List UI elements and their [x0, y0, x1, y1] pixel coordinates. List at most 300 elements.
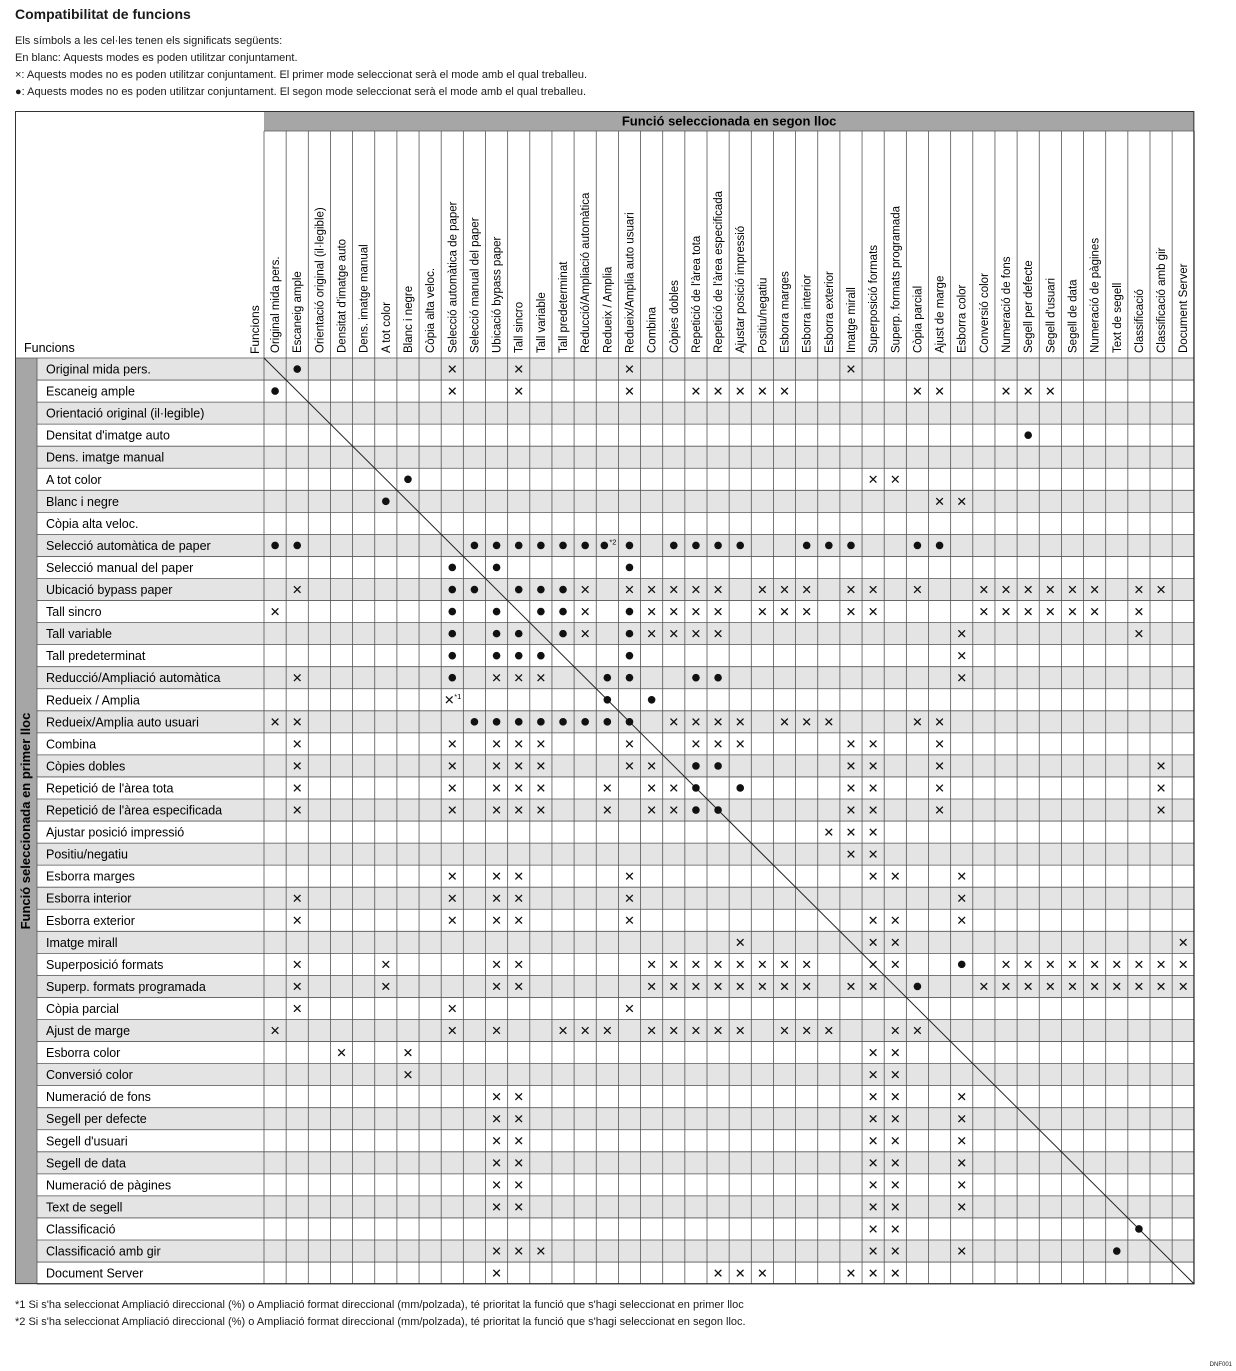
cell-symbol-dot — [847, 542, 855, 550]
cell-symbol-dot — [604, 696, 612, 704]
cell-symbol-cross — [1158, 961, 1165, 968]
cell-symbol-cross — [892, 961, 899, 968]
cell-symbol-dot — [448, 608, 456, 616]
col-header-label: Selecció automàtica de paper — [447, 201, 460, 353]
cell-symbol-dot — [914, 983, 922, 991]
cell-symbol-cross — [1047, 388, 1054, 395]
col-header-label: Esborra interior — [801, 274, 814, 353]
row-label: Segell d'usuari — [46, 1134, 128, 1149]
legend-cross: ×: Aquests modes no es poden utilitzar conjuntament. El primer mode seleccionat serà el mode amb el qual treballeu. — [15, 69, 588, 81]
cell-symbol-dot — [626, 630, 634, 638]
row-label: Tall variable — [46, 627, 113, 642]
cell-symbol-cross — [892, 873, 899, 880]
cell-symbol-cross — [294, 961, 301, 968]
cell-symbol-cross — [1091, 961, 1098, 968]
cell-symbol-cross — [870, 1137, 877, 1144]
cell-symbol-cross — [848, 785, 855, 792]
cell-symbol-cross — [958, 652, 965, 659]
row-label: Orientació original (il·legible) — [46, 406, 205, 421]
cell-symbol-dot — [714, 806, 722, 814]
cell-symbol-cross — [493, 1093, 500, 1100]
cell-symbol-cross — [737, 741, 744, 748]
cell-symbol-dot — [515, 542, 523, 550]
cell-symbol-dot — [493, 718, 501, 726]
col-header-label: Dens. imatge manual — [358, 244, 371, 353]
col-header-label: Ubicació bypass paper — [491, 236, 504, 353]
cell-symbol-dot — [626, 608, 634, 616]
row-stripe — [37, 446, 1194, 468]
cell-symbol-cross — [449, 388, 456, 395]
cell-symbol-cross — [1136, 608, 1143, 615]
row-stripe — [37, 1152, 1194, 1174]
cell-symbol-cross — [870, 1049, 877, 1056]
cell-symbol-cross — [449, 1005, 456, 1012]
cell-symbol-cross — [958, 1182, 965, 1189]
cell-symbol-dot — [714, 674, 722, 682]
cell-symbol-cross — [493, 1270, 500, 1277]
col-header-label: Redueix/Amplia auto usuari — [624, 212, 637, 353]
cell-symbol-cross — [870, 873, 877, 880]
cell-symbol-cross — [958, 873, 965, 880]
cell-symbol-cross — [405, 1049, 412, 1056]
cell-symbol-dot — [448, 586, 456, 594]
cell-symbol-cross — [781, 388, 788, 395]
row-label: Còpia parcial — [46, 1001, 119, 1016]
cell-symbol-dot — [626, 674, 634, 682]
cell-symbol-dot — [293, 542, 301, 550]
cell-symbol-cross — [582, 608, 589, 615]
cell-symbol-dot — [626, 564, 634, 572]
cell-symbol-cross — [892, 1049, 899, 1056]
row-label: Esborra interior — [46, 891, 132, 906]
col-header-label: Esborra exterior — [823, 271, 836, 353]
cell-symbol-cross — [670, 785, 677, 792]
cell-symbol-cross — [538, 785, 545, 792]
cell-symbol-dot — [515, 718, 523, 726]
row-label: Escaneig ample — [46, 384, 135, 399]
col-header-label: Còpia parcial — [912, 285, 925, 353]
footnotes — [15, 1297, 746, 1331]
cell-symbol-cross — [803, 608, 810, 615]
cell-symbol-dot — [1113, 1247, 1121, 1255]
cell-symbol-dot — [803, 542, 811, 550]
cell-symbol-dot — [714, 542, 722, 550]
col-header-label: Tall predeterminat — [558, 261, 571, 353]
cell-symbol-cross — [715, 961, 722, 968]
cell-symbol-dot — [604, 718, 612, 726]
col-header-label: Tall variable — [535, 292, 548, 353]
row-stripe — [37, 402, 1194, 424]
cell-symbol-dot — [493, 652, 501, 660]
cell-symbol-cross — [338, 1049, 345, 1056]
cell-symbol-cross — [1047, 608, 1054, 615]
row-stripe — [37, 1064, 1194, 1086]
cell-symbol-cross — [449, 917, 456, 924]
cell-symbol-cross — [493, 1182, 500, 1189]
col-header-label: Positiu/negatiu — [757, 277, 770, 353]
row-stripe — [37, 755, 1194, 777]
cell-symbol-cross — [737, 961, 744, 968]
cell-symbol-cross — [936, 785, 943, 792]
cell-symbol-dot — [692, 542, 700, 550]
cell-symbol-cross — [1003, 388, 1010, 395]
cell-symbol-dot — [714, 762, 722, 770]
cell-symbol-cross — [870, 1093, 877, 1100]
row-label: Original mida pers. — [46, 362, 151, 377]
cell-symbol-cross — [981, 608, 988, 615]
cell-symbol-dot — [448, 564, 456, 572]
col-header-label: Numeració de fons — [1001, 256, 1014, 353]
legend-blank: En blanc: Aquests modes es poden utilitzar conjuntament. — [15, 52, 298, 64]
cell-symbol-cross — [515, 1093, 522, 1100]
cell-symbol-cross — [1180, 961, 1187, 968]
row-label: Esborra exterior — [46, 913, 135, 928]
row-label: Esborra marges — [46, 869, 135, 884]
cell-symbol-cross — [870, 829, 877, 836]
cell-symbol-cross — [1091, 608, 1098, 615]
cell-symbol-dot — [936, 542, 944, 550]
cell-symbol-cross — [604, 785, 611, 792]
cell-symbol-dot — [648, 696, 656, 704]
cell-symbol-dot — [471, 718, 479, 726]
col-header-label: Blanc i negre — [402, 285, 415, 353]
row-stripe — [37, 931, 1194, 953]
cell-symbol-dot — [515, 586, 523, 594]
figure-code: DNF001 — [1209, 1362, 1232, 1368]
cell-symbol-cross — [648, 961, 655, 968]
cell-symbol-dot — [493, 608, 501, 616]
cell-symbol-dot — [293, 365, 301, 373]
cell-symbol-dot — [448, 630, 456, 638]
legend-dot: ●: Aquests modes no es poden utilitzar conjuntament. El segon mode seleccionat serà el mode amb el qual treballeu. — [15, 86, 587, 98]
cell-symbol-dot — [736, 784, 744, 792]
row-label: Reducció/Ampliació automàtica — [46, 671, 221, 686]
col-header-label: A tot color — [380, 301, 393, 353]
row-label: Densitat d'imatge auto — [46, 428, 170, 443]
row-label: Text de segell — [46, 1200, 123, 1215]
cell-symbol-cross — [1003, 608, 1010, 615]
cell-symbol-cross — [515, 1137, 522, 1144]
cell-symbol-cross — [1003, 961, 1010, 968]
footnote-2: *2 Si s'ha seleccionat Ampliació direccional (%) o Ampliació format direccional (mm/polzada), té prioritat la funció que s'hagi seleccionat en segon lloc. — [15, 1316, 746, 1328]
cell-symbol-dot — [670, 542, 678, 550]
cell-symbol-cross — [892, 1226, 899, 1233]
cell-symbol-dot — [493, 564, 501, 572]
cell-symbol-dot — [692, 674, 700, 682]
cell-symbol-cross — [493, 873, 500, 880]
cell-symbol-dot — [271, 387, 279, 395]
cell-symbol-dot — [471, 542, 479, 550]
cell-symbol-dot — [559, 630, 567, 638]
cell-symbol-cross — [892, 1270, 899, 1277]
cell-symbol-dot — [626, 542, 634, 550]
cell-symbol-cross — [446, 696, 453, 703]
cell-symbol-cross — [870, 1270, 877, 1277]
row-label: Positiu/negatiu — [46, 847, 129, 862]
cell-symbol-dot — [825, 542, 833, 550]
cell-symbol-cross — [1113, 961, 1120, 968]
cell-symbol-dot — [559, 542, 567, 550]
cell-symbol-dot — [537, 586, 545, 594]
cell-symbol-dot — [692, 806, 700, 814]
cell-symbol-cross — [693, 608, 700, 615]
row-label: Superp. formats programada — [46, 979, 206, 994]
col-header-label: Orientació original (il·legible) — [314, 207, 327, 353]
cell-symbol-cross — [626, 388, 633, 395]
row-label: Ubicació bypass paper — [46, 583, 173, 597]
cell-symbol-cross — [914, 388, 921, 395]
col-header-label: Còpies dobles — [668, 280, 681, 353]
col-header-label: Superposició formats — [868, 244, 881, 353]
row-label: Selecció manual del paper — [46, 560, 194, 575]
cell-symbol-dot — [537, 718, 545, 726]
row-label: Còpia alta veloc. — [46, 516, 139, 531]
cell-symbol-dot — [404, 475, 412, 483]
row-label: Blanc i negre — [46, 494, 119, 509]
col-header-label: Còpia alta veloc. — [425, 267, 438, 353]
row-label: Classificació amb gir — [46, 1244, 161, 1259]
cell-symbol-cross — [294, 1005, 301, 1012]
row-label: Redueix/Amplia auto usuari — [46, 715, 199, 730]
cell-symbol-cross — [759, 1270, 766, 1277]
col-header-label: Imatge mirall — [845, 287, 858, 353]
row-stripe — [37, 843, 1194, 865]
cell-symbol-dot — [537, 542, 545, 550]
cell-symbol-cross — [1069, 608, 1076, 615]
cell-symbol-dot — [1024, 431, 1032, 439]
cell-symbol-cross — [693, 961, 700, 968]
cell-symbol-cross — [648, 608, 655, 615]
page-title: Compatibilitat de funcions — [15, 6, 191, 22]
cell-symbol-cross — [515, 741, 522, 748]
cell-symbol-dot — [448, 674, 456, 682]
row-label: Còpies dobles — [46, 759, 126, 774]
cell-symbol-cross — [892, 1093, 899, 1100]
row-label: Selecció automàtica de paper — [46, 538, 211, 553]
cell-symbol-dot — [736, 542, 744, 550]
cell-symbol-cross — [515, 1182, 522, 1189]
cell-symbol-cross — [493, 917, 500, 924]
col-header-label: Classificació amb gir — [1156, 247, 1169, 353]
cell-symbol-cross — [936, 741, 943, 748]
row-label: Tall sincro — [46, 605, 102, 620]
row-group-header: Funció seleccionada en primer lloc — [18, 712, 33, 930]
col-header-label: Classificació — [1133, 289, 1146, 353]
col-header-label: Escaneig ample — [292, 271, 305, 353]
cell-symbol-cross — [294, 917, 301, 924]
col-header-label: Densitat d'imatge auto — [336, 238, 349, 353]
row-label: Redueix / Amplia — [46, 693, 140, 708]
row-stripe — [37, 975, 1194, 997]
col-header-label: Superp. formats programada — [890, 205, 903, 353]
cell-symbol-dot — [559, 586, 567, 594]
cell-symbol-dot — [1135, 1225, 1143, 1233]
row-label: Imatge mirall — [46, 935, 118, 950]
cell-symbol-cross — [515, 388, 522, 395]
footnote-1: *1 Si s'ha seleccionat Ampliació direccional (%) o Ampliació format direccional (mm/polzada), té prioritat la funció que s'hagi seleccionat en primer lloc — [15, 1299, 744, 1311]
cell-symbol-cross — [272, 608, 279, 615]
cell-symbol-cross — [870, 1182, 877, 1189]
cell-symbol-cross — [870, 961, 877, 968]
cell-symbol-cross — [515, 873, 522, 880]
cell-symbol-cross — [715, 608, 722, 615]
cell-symbol-cross — [958, 917, 965, 924]
cell-note-ref: *1 — [454, 691, 462, 701]
cell-symbol-dot — [537, 652, 545, 660]
row-stripe — [37, 1196, 1194, 1218]
cell-symbol-cross — [759, 608, 766, 615]
cell-symbol-cross — [294, 785, 301, 792]
row-label: Repetició de l'àrea especificada — [46, 803, 223, 818]
col-header-label: Esborra marges — [779, 271, 792, 353]
cell-symbol-cross — [958, 1137, 965, 1144]
cell-symbol-cross — [759, 961, 766, 968]
col-header-label: Text de segell — [1111, 282, 1124, 353]
cell-symbol-cross — [892, 476, 899, 483]
cell-symbol-cross — [1025, 961, 1032, 968]
cell-symbol-dot — [493, 630, 501, 638]
col-header-label: Segell per defecte — [1023, 260, 1036, 353]
cell-symbol-cross — [1025, 388, 1032, 395]
row-label: Combina — [46, 737, 97, 752]
cell-symbol-dot — [604, 674, 612, 682]
row-stripe — [37, 1240, 1194, 1262]
cell-symbol-cross — [803, 961, 810, 968]
cell-symbol-cross — [493, 741, 500, 748]
cell-symbol-cross — [493, 785, 500, 792]
row-label: Classificació — [46, 1222, 116, 1237]
row-label: Dens. imatge manual — [46, 450, 165, 465]
cell-symbol-dot — [471, 586, 479, 594]
row-stripe — [37, 887, 1194, 909]
col-group-header: Funció seleccionada en segon lloc — [621, 113, 837, 129]
row-label: Conversió color — [46, 1068, 133, 1083]
cell-symbol-dot — [493, 542, 501, 550]
cell-symbol-cross — [1025, 608, 1032, 615]
cell-symbol-dot — [559, 718, 567, 726]
col-header-label: Repetició de l'àrea tota — [690, 235, 703, 353]
cell-symbol-dot — [626, 718, 634, 726]
row-stripe — [37, 579, 1194, 601]
cell-symbol-cross — [892, 1182, 899, 1189]
row-stripe — [37, 711, 1194, 733]
cell-symbol-dot — [581, 542, 589, 550]
cell-symbol-dot — [581, 718, 589, 726]
col-header-label: Original mida pers. — [270, 256, 283, 353]
col-header-label: Selecció manual del paper — [469, 217, 482, 353]
cell-symbol-cross — [870, 917, 877, 924]
cell-symbol-dot — [914, 542, 922, 550]
row-stripe — [37, 358, 1194, 380]
col-header-label: Reducció/Ampliació automàtica — [580, 192, 593, 353]
row-label: Segell per defecte — [46, 1112, 147, 1127]
col-header-label: Esborra color — [956, 284, 969, 353]
cell-symbol-cross — [958, 1093, 965, 1100]
corner-label-cols: Funcions — [248, 305, 262, 354]
cell-symbol-cross — [449, 741, 456, 748]
cell-symbol-dot — [601, 542, 609, 550]
cell-symbol-cross — [1047, 961, 1054, 968]
cell-symbol-cross — [670, 608, 677, 615]
row-stripe — [37, 1020, 1194, 1042]
cell-symbol-cross — [848, 741, 855, 748]
cell-symbol-cross — [870, 741, 877, 748]
col-header-label: Ajustar posició impressió — [735, 225, 748, 353]
col-header-label: Tall sincro — [513, 301, 526, 353]
row-label: Superposició formats — [46, 957, 164, 972]
cell-symbol-cross — [848, 1270, 855, 1277]
row-stripe — [37, 623, 1194, 645]
cell-symbol-cross — [626, 873, 633, 880]
col-header-label: Repetició de l'àrea especificada — [713, 190, 726, 353]
cell-symbol-cross — [848, 829, 855, 836]
cell-symbol-cross — [515, 917, 522, 924]
row-stripe — [37, 490, 1194, 512]
col-header-label: Combina — [646, 306, 659, 353]
cell-symbol-cross — [693, 388, 700, 395]
cell-symbol-cross — [626, 1005, 633, 1012]
cell-symbol-dot — [271, 542, 279, 550]
cell-symbol-cross — [781, 961, 788, 968]
row-label: Ajust de marge — [46, 1024, 131, 1038]
corner-label-rows: Funcions — [24, 341, 75, 355]
col-header-label: Redueix / Amplia — [602, 266, 615, 353]
cell-symbol-dot — [559, 608, 567, 616]
cell-symbol-cross — [870, 476, 877, 483]
col-header-label: Conversió color — [978, 273, 991, 353]
col-header-label: Numeració de pàgines — [1089, 237, 1102, 353]
cell-symbol-cross — [648, 785, 655, 792]
row-label: Numeració de fons — [46, 1090, 151, 1105]
cell-symbol-cross — [493, 1137, 500, 1144]
cell-symbol-cross — [715, 1270, 722, 1277]
row-label: A tot color — [46, 472, 102, 487]
row-label: Tall predeterminat — [46, 649, 146, 664]
cell-note-ref: *2 — [609, 537, 617, 547]
cell-symbol-dot — [537, 608, 545, 616]
col-header-label: Segell de data — [1067, 279, 1080, 353]
cell-symbol-cross — [737, 388, 744, 395]
cell-symbol-cross — [1136, 961, 1143, 968]
cell-symbol-cross — [449, 785, 456, 792]
cell-symbol-cross — [670, 961, 677, 968]
cell-symbol-cross — [383, 961, 390, 968]
cell-symbol-dot — [692, 784, 700, 792]
cell-symbol-cross — [449, 873, 456, 880]
col-header-label: Document Server — [1178, 263, 1191, 353]
cell-symbol-cross — [693, 741, 700, 748]
cell-symbol-cross — [515, 785, 522, 792]
compatibility-matrix-svg — [15, 111, 1195, 1287]
cell-symbol-dot — [958, 961, 966, 969]
cell-symbol-cross — [538, 741, 545, 748]
row-label: Repetició de l'àrea tota — [46, 781, 174, 796]
cell-symbol-cross — [848, 608, 855, 615]
row-label: Esborra color — [46, 1046, 121, 1061]
cell-symbol-cross — [870, 785, 877, 792]
row-label: Numeració de pàgines — [46, 1178, 172, 1193]
cell-symbol-dot — [515, 630, 523, 638]
cell-symbol-dot — [448, 652, 456, 660]
compatibility-matrix — [15, 111, 1195, 1287]
cell-symbol-cross — [870, 608, 877, 615]
cell-symbol-dot — [692, 762, 700, 770]
cell-symbol-cross — [781, 608, 788, 615]
legend — [15, 33, 587, 101]
cell-symbol-cross — [936, 388, 943, 395]
cell-symbol-cross — [892, 1137, 899, 1144]
cell-symbol-cross — [493, 961, 500, 968]
